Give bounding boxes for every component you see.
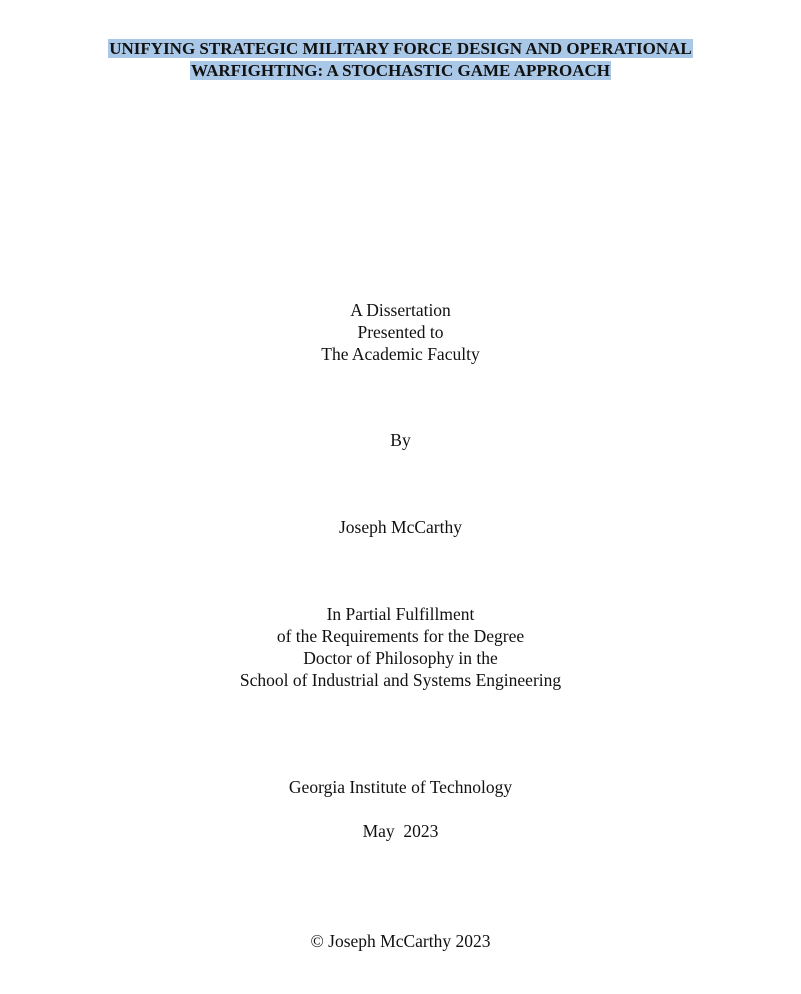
fulfillment-line-4: School of Industrial and Systems Engineering	[239, 670, 562, 690]
dissertation-line-1: A Dissertation	[350, 300, 451, 320]
dissertation-line-3: The Academic Faculty	[321, 344, 480, 364]
fulfillment-line-1: In Partial Fulfillment	[326, 604, 475, 624]
institution-text: Georgia Institute of Technology	[288, 777, 513, 797]
dissertation-title[interactable]	[0, 38, 801, 82]
date-text: May 2023	[362, 821, 439, 841]
dissertation-line-2: Presented to	[357, 322, 444, 342]
author-name	[0, 516, 801, 538]
fulfillment-line-2: of the Requirements for the Degree	[276, 626, 525, 646]
author-text: Joseph McCarthy	[339, 517, 462, 537]
fulfillment-line-3: Doctor of Philosophy in the	[303, 648, 498, 668]
title-line-2-text[interactable]: WARFIGHTING: A STOCHASTIC GAME APPROACH	[190, 61, 611, 80]
institution-name	[0, 776, 801, 798]
submission-date	[0, 820, 801, 842]
title-line-1-text[interactable]: UNIFYING STRATEGIC MILITARY FORCE DESIGN AND OPERATIONAL	[109, 39, 692, 58]
by-line	[0, 429, 801, 451]
copyright-text: © Joseph McCarthy 2023	[310, 931, 491, 951]
title-line-2	[0, 60, 801, 82]
dissertation-statement	[0, 299, 801, 365]
title-line-1	[0, 38, 801, 60]
degree-fulfillment	[0, 603, 801, 691]
copyright-notice	[0, 930, 801, 952]
by-text: By	[390, 430, 411, 450]
